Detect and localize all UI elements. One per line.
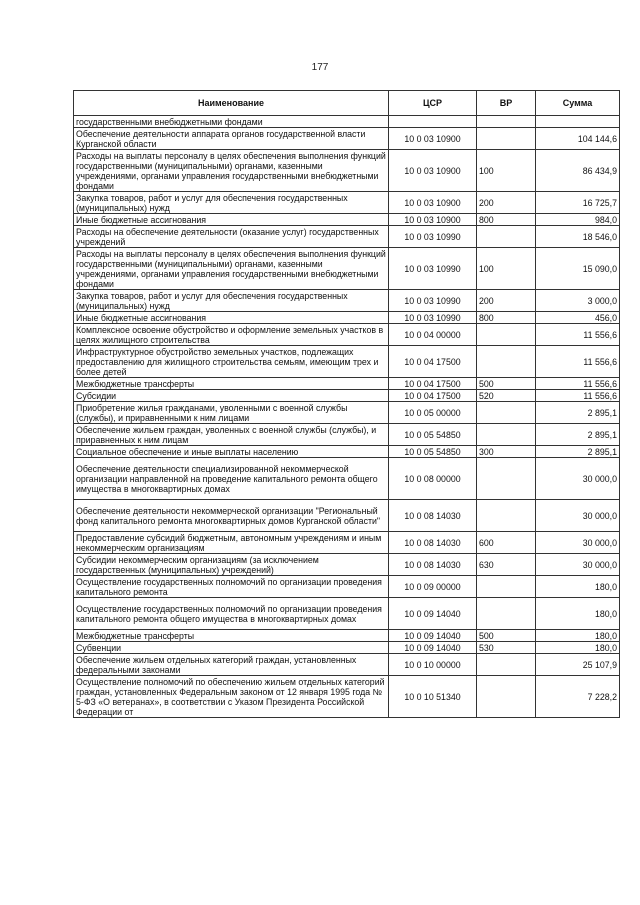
table-row <box>74 676 620 718</box>
cell-csr: 10 0 03 10900 <box>389 214 477 226</box>
cell-sum: 86 434,9 <box>536 150 620 192</box>
table-row <box>74 390 620 402</box>
cell-vr: 200 <box>477 290 536 312</box>
cell-name: Обеспечение жильем отдельных категорий граждан, установленных федеральными законами <box>74 654 389 676</box>
cell-name: государственными внебюджетными фондами <box>74 116 389 128</box>
table-row <box>74 346 620 378</box>
cell-csr: 10 0 08 14030 <box>389 500 477 532</box>
cell-sum: 180,0 <box>536 630 620 642</box>
table-row <box>74 226 620 248</box>
cell-vr: 530 <box>477 642 536 654</box>
cell-csr: 10 0 08 00000 <box>389 458 477 500</box>
table-row <box>74 446 620 458</box>
cell-name: Предоставление субсидий бюджетным, автономным учреждениям и иным некоммерческим организациям <box>74 532 389 554</box>
budget-table <box>73 90 620 718</box>
cell-sum: 180,0 <box>536 598 620 630</box>
cell-name: Приобретение жилья гражданами, уволенными с военной службы (службы), и приравненными к ним лицами <box>74 402 389 424</box>
cell-vr <box>477 576 536 598</box>
cell-csr: 10 0 03 10990 <box>389 226 477 248</box>
cell-csr: 10 0 04 17500 <box>389 346 477 378</box>
cell-csr: 10 0 03 10990 <box>389 290 477 312</box>
cell-sum: 11 556,6 <box>536 378 620 390</box>
table-row <box>74 150 620 192</box>
cell-name: Расходы на обеспечение деятельности (оказание услуг) государственных учреждений <box>74 226 389 248</box>
table-row <box>74 554 620 576</box>
table-row <box>74 630 620 642</box>
table-row <box>74 500 620 532</box>
cell-vr <box>477 128 536 150</box>
cell-name: Субвенции <box>74 642 389 654</box>
cell-sum: 18 546,0 <box>536 226 620 248</box>
cell-name: Межбюджетные трансферты <box>74 630 389 642</box>
table-row <box>74 402 620 424</box>
cell-csr: 10 0 10 00000 <box>389 654 477 676</box>
cell-vr <box>477 598 536 630</box>
cell-name: Социальное обеспечение и иные выплаты населению <box>74 446 389 458</box>
cell-name: Осуществление государственных полномочий по организации проведения капитального ремонта <box>74 576 389 598</box>
cell-sum: 16 725,7 <box>536 192 620 214</box>
cell-sum: 30 000,0 <box>536 554 620 576</box>
cell-name: Обеспечение деятельности аппарата органов государственной власти Курганской области <box>74 128 389 150</box>
cell-csr: 10 0 03 10990 <box>389 248 477 290</box>
table-row <box>74 116 620 128</box>
cell-vr: 800 <box>477 312 536 324</box>
cell-name: Осуществление полномочий по обеспечению жильем отдельных категорий граждан, установленных Федеральным законом от 12 января 1995 года № 5-ФЗ «О ветеранах», в соответствии с Указом Президента Российской Федерации от <box>74 676 389 718</box>
cell-name: Закупка товаров, работ и услуг для обеспечения государственных (муниципальных) нужд <box>74 290 389 312</box>
cell-csr: 10 0 04 17500 <box>389 390 477 402</box>
cell-vr <box>477 676 536 718</box>
cell-csr <box>389 116 477 128</box>
cell-csr: 10 0 09 14040 <box>389 630 477 642</box>
cell-vr: 300 <box>477 446 536 458</box>
cell-vr <box>477 226 536 248</box>
table-row <box>74 598 620 630</box>
cell-csr: 10 0 09 14040 <box>389 598 477 630</box>
cell-name: Субсидии <box>74 390 389 402</box>
cell-name: Комплексное освоение обустройство и оформление земельных участков в целях жилищного строительства <box>74 324 389 346</box>
cell-name: Обеспечение жильем граждан, уволенных с военной службы (службы), и приравненных к ним лицам <box>74 424 389 446</box>
table-row <box>74 458 620 500</box>
cell-csr: 10 0 10 51340 <box>389 676 477 718</box>
cell-csr: 10 0 05 00000 <box>389 402 477 424</box>
cell-vr <box>477 402 536 424</box>
cell-sum: 2 895,1 <box>536 424 620 446</box>
cell-csr: 10 0 09 14040 <box>389 642 477 654</box>
cell-vr <box>477 500 536 532</box>
table-row <box>74 324 620 346</box>
cell-vr <box>477 458 536 500</box>
page-number: 177 <box>311 62 329 73</box>
table-row <box>74 378 620 390</box>
column-header-csr: ЦСР <box>389 91 477 116</box>
cell-csr: 10 0 03 10900 <box>389 192 477 214</box>
cell-sum: 180,0 <box>536 576 620 598</box>
cell-sum: 11 556,6 <box>536 346 620 378</box>
table-header-row <box>74 91 620 116</box>
cell-name: Межбюджетные трансферты <box>74 378 389 390</box>
cell-vr: 100 <box>477 248 536 290</box>
cell-vr: 600 <box>477 532 536 554</box>
table-row <box>74 248 620 290</box>
cell-name: Инфраструктурное обустройство земельных участков, подлежащих предоставлению для жилищного строительства семьям, имеющим трех и более детей <box>74 346 389 378</box>
cell-csr: 10 0 08 14030 <box>389 532 477 554</box>
cell-csr: 10 0 04 17500 <box>389 378 477 390</box>
cell-name: Осуществление государственных полномочий по организации проведения капитального ремонта общего имущества в многоквартирных домах <box>74 598 389 630</box>
cell-sum: 2 895,1 <box>536 402 620 424</box>
cell-csr: 10 0 05 54850 <box>389 424 477 446</box>
cell-vr <box>477 324 536 346</box>
cell-vr: 100 <box>477 150 536 192</box>
cell-sum: 11 556,6 <box>536 324 620 346</box>
cell-vr <box>477 654 536 676</box>
cell-sum <box>536 116 620 128</box>
cell-sum: 984,0 <box>536 214 620 226</box>
cell-csr: 10 0 05 54850 <box>389 446 477 458</box>
cell-sum: 30 000,0 <box>536 532 620 554</box>
cell-name: Субсидии некоммерческим организациям (за исключением государственных (муниципальных) учреждений) <box>74 554 389 576</box>
table-body <box>74 116 620 718</box>
cell-csr: 10 0 03 10900 <box>389 128 477 150</box>
table-row <box>74 424 620 446</box>
cell-sum: 2 895,1 <box>536 446 620 458</box>
cell-sum: 15 090,0 <box>536 248 620 290</box>
table-row <box>74 128 620 150</box>
cell-name: Обеспечение деятельности специализированной некоммерческой организации направленной на проведение капитального ремонта общего имущества в многоквартирных домах <box>74 458 389 500</box>
cell-sum: 180,0 <box>536 642 620 654</box>
cell-csr: 10 0 04 00000 <box>389 324 477 346</box>
table-row <box>74 290 620 312</box>
table-row <box>74 654 620 676</box>
table-row <box>74 312 620 324</box>
table-row <box>74 576 620 598</box>
cell-vr: 500 <box>477 378 536 390</box>
column-header-name: Наименование <box>74 91 389 116</box>
cell-vr: 200 <box>477 192 536 214</box>
cell-vr: 630 <box>477 554 536 576</box>
table-row <box>74 214 620 226</box>
table-row <box>74 642 620 654</box>
cell-vr: 500 <box>477 630 536 642</box>
cell-name: Расходы на выплаты персоналу в целях обеспечения выполнения функций государственными (муниципальными) органами, казенными учреждениями, органами управления государственными внебюджетными фондами <box>74 150 389 192</box>
cell-name: Расходы на выплаты персоналу в целях обеспечения выполнения функций государственными (муниципальными) органами, казенными учреждениями, органами управления государственными внебюджетными фондами <box>74 248 389 290</box>
cell-name: Обеспечение деятельности некоммерческой организации "Региональный фонд капитального ремонта многоквартирных домов Курганской области" <box>74 500 389 532</box>
table-row <box>74 532 620 554</box>
table-row <box>74 192 620 214</box>
cell-sum: 25 107,9 <box>536 654 620 676</box>
column-header-sum: Сумма <box>536 91 620 116</box>
cell-sum: 7 228,2 <box>536 676 620 718</box>
cell-sum: 30 000,0 <box>536 458 620 500</box>
cell-name: Иные бюджетные ассигнования <box>74 214 389 226</box>
cell-vr: 800 <box>477 214 536 226</box>
cell-vr <box>477 346 536 378</box>
cell-vr <box>477 424 536 446</box>
cell-sum: 30 000,0 <box>536 500 620 532</box>
cell-csr: 10 0 03 10900 <box>389 150 477 192</box>
cell-sum: 104 144,6 <box>536 128 620 150</box>
cell-csr: 10 0 09 00000 <box>389 576 477 598</box>
cell-vr: 520 <box>477 390 536 402</box>
column-header-vr: ВР <box>477 91 536 116</box>
cell-vr <box>477 116 536 128</box>
cell-sum: 11 556,6 <box>536 390 620 402</box>
cell-sum: 456,0 <box>536 312 620 324</box>
cell-name: Закупка товаров, работ и услуг для обеспечения государственных (муниципальных) нужд <box>74 192 389 214</box>
cell-csr: 10 0 03 10990 <box>389 312 477 324</box>
cell-sum: 3 000,0 <box>536 290 620 312</box>
cell-csr: 10 0 08 14030 <box>389 554 477 576</box>
cell-name: Иные бюджетные ассигнования <box>74 312 389 324</box>
